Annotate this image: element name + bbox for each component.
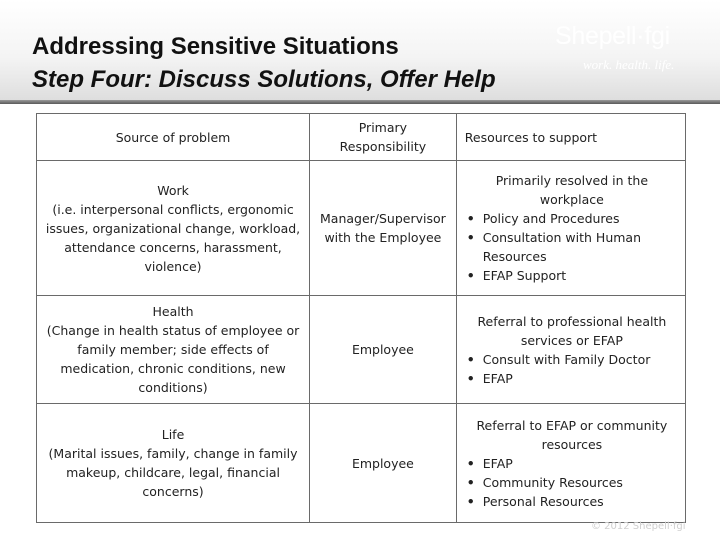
list-item: • EFAP (465, 369, 679, 388)
logo-name: Shepell·fgi (555, 22, 670, 50)
copyright-notice: © 2012 Shepell·fgi (591, 521, 686, 532)
source-title: Life (161, 427, 185, 442)
table-row (37, 161, 686, 296)
source-cell (37, 404, 310, 523)
header-source: Source of problem (37, 114, 310, 161)
resources-cell (456, 161, 685, 296)
responsibility-cell: Manager/Supervisor with the Employee (310, 161, 457, 296)
responsibility-cell: Employee (310, 296, 457, 404)
resource-list (465, 454, 679, 511)
source-detail: (Marital issues, family, change in family makeup, childcare, legal, financial concerns) (48, 446, 298, 499)
list-item: • Consult with Family Doctor (465, 350, 679, 369)
header-resources: Resources to support (456, 114, 685, 161)
source-cell (37, 296, 310, 404)
slide-title (32, 30, 496, 96)
source-title: Health (152, 304, 194, 319)
table-row (37, 404, 686, 523)
slide-title-line1: Addressing Sensitive Situations (32, 33, 399, 60)
list-item: • EFAP (465, 454, 679, 473)
list-item: • Community Resources (465, 473, 679, 492)
header-divider (0, 100, 720, 104)
header-responsibility: Primary Responsibility (310, 114, 457, 161)
list-item: • Consultation with Human Resources (465, 228, 679, 266)
list-item: • Policy and Procedures (465, 209, 679, 228)
slide-title-line2: Step Four: Discuss Solutions, Offer Help (32, 66, 496, 93)
table-row (37, 296, 686, 404)
responsibility-cell: Employee (310, 404, 457, 523)
list-item: • EFAP Support (465, 266, 679, 285)
resource-heading: Primarily resolved in the workplace (495, 173, 649, 207)
resource-heading: Referral to professional health services or EFAP (477, 313, 667, 348)
company-logo (555, 22, 685, 92)
resource-list (465, 350, 679, 388)
resource-heading: Referral to EFAP or community resources (476, 417, 668, 452)
source-cell (37, 161, 310, 296)
logo-tagline: work. health. life. (583, 57, 675, 72)
resource-list (465, 209, 679, 285)
responsibility-table (36, 113, 686, 523)
table-header-row (37, 114, 686, 161)
list-item: • Personal Resources (465, 492, 679, 511)
source-title: Work (157, 182, 189, 198)
resources-cell (456, 404, 685, 523)
source-detail: (Change in health status of employee or family member; side effects of medication, chronic conditions, new conditions) (46, 323, 300, 395)
resources-cell (456, 296, 685, 404)
source-detail: (i.e. interpersonal conflicts, ergonomic issues, organizational change, workload, attendance concerns, harassment, violence) (45, 201, 301, 274)
